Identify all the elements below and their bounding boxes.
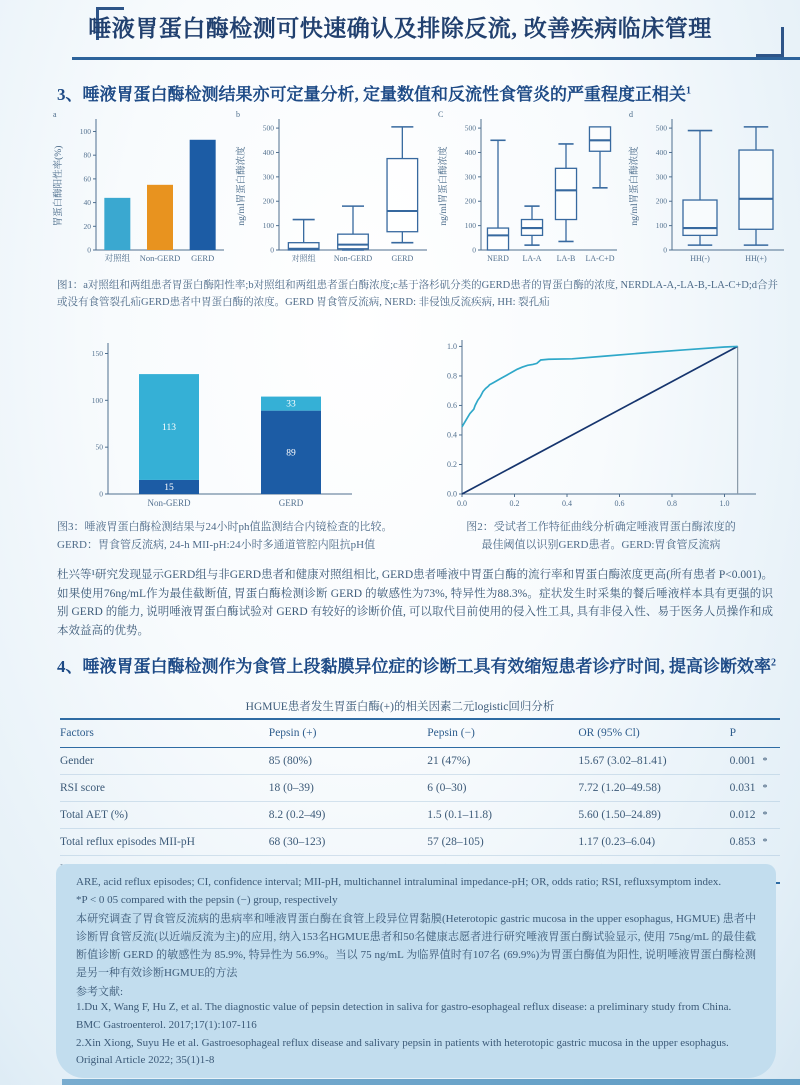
table-cell: 6 (0–30) — [427, 775, 578, 802]
svg-text:1.0: 1.0 — [447, 341, 457, 351]
svg-text:0.6: 0.6 — [447, 400, 457, 410]
svg-text:100: 100 — [655, 221, 667, 231]
svg-text:33: 33 — [286, 399, 296, 410]
svg-text:LA-A: LA-A — [522, 254, 542, 263]
study-paragraph: 杜兴等¹研究发现显示GERD组与非GERD患者和健康对照组相比, GERD患者唾液中胃蛋白酶的流行率和胃蛋白酶浓度更高(所有患者 P<0.001)。如果使用76ng/mL作为最佳截断值, 胃蛋白酶检测诊断 GERD 的敏感性为73%, 特异性为88.3%。症状发生时采集的餐后唾液样本具有更强的识别 GERD 的能力, 说明唾液胃蛋白酶试验对 GERD 有较好的诊断价值, 可以取代目前使用的侵入性工具, 具有非侵入性、易于医务人员操作和成本效益高的优势。 — [57, 569, 773, 637]
svg-text:Non-GERD: Non-GERD — [333, 254, 372, 263]
table-header-cell: OR (95% Cl) — [578, 719, 729, 748]
table-cell: Total reflux episodes MII-pH — [60, 829, 269, 856]
table-cell: 5.60 (1.50–24.89) — [578, 802, 729, 829]
section-4-ref-sup: 2 — [771, 657, 776, 669]
figure3-caption-line2: GERD：胃食管反流病, 24-h MII-pH:24小时多通道管腔内阻抗pH值 — [57, 538, 376, 551]
table-cell: Gender — [60, 748, 269, 775]
table-cell-p: 0.853 * — [730, 829, 780, 856]
significance-asterisk: * — [762, 810, 768, 821]
figure1-caption: 图1：a对照组和两组患者胃蛋白酶阳性率;b对照组和两组患者蛋白酶浓度;c基于洛杉矶分类的GERD患者的胃蛋白酶的浓度, NERDLA-A,-LA-B,-LA-C+D;d合并或没有食管裂孔疝GERD患者中胃蛋白酶的浓度。GERD 胃食管反流病, NERD: 非侵蚀反流疾病, HH: 裂孔疝 — [57, 280, 779, 308]
svg-text:100: 100 — [79, 126, 91, 136]
svg-text:20: 20 — [83, 221, 91, 231]
significance-asterisk: * — [762, 783, 768, 794]
svg-text:C: C — [438, 110, 444, 119]
footer-accent-bar — [62, 1079, 800, 1085]
svg-text:LA-B: LA-B — [556, 254, 576, 263]
table-cell-p: 0.001 * — [730, 748, 780, 775]
svg-text:0.4: 0.4 — [562, 499, 572, 508]
section-3-text: 3、唾液胃蛋白酶检测结果亦可定量分析, 定量数值和反流性食管炎的严重程度正相关 — [57, 85, 686, 104]
svg-text:b: b — [235, 110, 240, 119]
svg-text:对照组: 对照组 — [104, 253, 131, 263]
svg-text:a: a — [53, 110, 57, 119]
figure1d-box-plot — [626, 106, 794, 274]
svg-text:0: 0 — [87, 245, 91, 255]
figure2-roc-chart — [420, 330, 772, 523]
table-header-cell: P — [730, 719, 780, 748]
table-row — [60, 802, 780, 829]
table-footnote-abbreviations: ARE, acid reflux episodes; CI, confidence interval; MII-pH, multichannel intraluminal impedance-pH; OR, odds ratio; RSI, refluxsymptom index. — [76, 876, 722, 888]
figure2-caption-line1: 图2：受试者工作特征曲线分析确定唾液胃蛋白酶浓度的 — [466, 521, 736, 533]
table-cell: RSI score — [60, 775, 269, 802]
corner-bracket-bottom-right-icon — [756, 27, 784, 57]
svg-text:113: 113 — [162, 423, 176, 434]
svg-text:300: 300 — [465, 172, 477, 182]
table-body — [60, 748, 780, 884]
figure3-caption — [57, 519, 419, 554]
table-cell: 85 (80%) — [269, 748, 427, 775]
section-3-ref-sup: 1 — [686, 85, 691, 97]
svg-text:胃蛋白酶阳性率(%): 胃蛋白酶阳性率(%) — [54, 145, 64, 227]
svg-text:0: 0 — [269, 245, 274, 255]
svg-text:0: 0 — [663, 245, 667, 255]
table-cell: 18 (0–39) — [269, 775, 427, 802]
table-cell: 21 (47%) — [427, 748, 578, 775]
svg-text:60: 60 — [83, 174, 91, 184]
svg-text:0: 0 — [472, 245, 477, 255]
table-footnote-pvalue: *P < 0 05 compared with the pepsin (−) group, respectively — [76, 893, 338, 906]
table-cell: Total AET (%) — [60, 802, 269, 829]
figure1b-box-plot — [233, 106, 433, 274]
svg-text:GERD: GERD — [278, 498, 304, 508]
svg-text:对照组: 对照组 — [291, 254, 316, 263]
table-cell: 8.2 (0.2–49) — [269, 802, 427, 829]
svg-text:0.6: 0.6 — [614, 499, 625, 508]
table-cell: 7.72 (1.20–49.58) — [578, 775, 729, 802]
svg-text:GERD: GERD — [191, 253, 215, 263]
table-cell-p: 0.031 * — [730, 775, 780, 802]
svg-text:HH(+): HH(+) — [745, 254, 767, 263]
svg-text:300: 300 — [262, 172, 274, 182]
svg-text:40: 40 — [83, 198, 91, 208]
table-cell: 68 (30–123) — [269, 829, 427, 856]
references-label: 参考文献: — [76, 986, 124, 999]
summary-panel — [56, 864, 776, 1078]
svg-text:ng/ml胃蛋白酶浓度: ng/ml胃蛋白酶浓度 — [236, 146, 247, 226]
svg-text:ng/ml胃蛋白酶浓度: ng/ml胃蛋白酶浓度 — [629, 146, 640, 226]
svg-text:0.0: 0.0 — [457, 499, 467, 508]
svg-text:50: 50 — [95, 442, 103, 452]
section-4-text: 4、唾液胃蛋白酶检测作为食管上段黏膜异位症的诊断工具有效缩短患者诊疗时间, 提高诊断效率 — [57, 657, 771, 676]
svg-text:500: 500 — [655, 123, 667, 133]
title-divider — [72, 57, 800, 60]
svg-text:100: 100 — [465, 221, 477, 231]
svg-text:d: d — [628, 110, 633, 119]
figure1c-box-plot — [435, 106, 623, 274]
table-header-row — [60, 719, 780, 748]
page-title: 唾液胃蛋白酶检测可快速确认及排除反流, 改善疾病临床管理 — [88, 16, 712, 41]
svg-text:500: 500 — [465, 123, 477, 133]
section-3-heading — [57, 80, 787, 105]
logistic-regression-table — [60, 718, 780, 884]
svg-text:500: 500 — [262, 123, 274, 133]
svg-text:400: 400 — [262, 147, 274, 157]
svg-text:0.8: 0.8 — [447, 371, 457, 381]
svg-text:NERD: NERD — [487, 254, 510, 263]
table-cell: 1.5 (0.1–11.8) — [427, 802, 578, 829]
table-header-cell: Factors — [60, 719, 269, 748]
figure1a-bar-chart — [50, 106, 230, 274]
svg-text:Non-GERD: Non-GERD — [139, 253, 181, 263]
table-header-cell: Pepsin (+) — [269, 719, 427, 748]
table-cell-p: 0.012 * — [730, 802, 780, 829]
svg-text:0.8: 0.8 — [667, 499, 677, 508]
table-cell: 15.67 (3.02–81.41) — [578, 748, 729, 775]
table-row — [60, 775, 780, 802]
reference-2: 2.Xin Xiong, Suyu He et al. Gastroesophageal reflux disease and salivary pepsin in patients with heterotopic gastric mucosa in the upper esophagus. Original Article 2022; 35(1)1-8 — [76, 1036, 729, 1067]
svg-text:GERD: GERD — [391, 254, 413, 263]
svg-text:300: 300 — [655, 172, 667, 182]
table-row — [60, 748, 780, 775]
svg-text:1.0: 1.0 — [719, 499, 730, 508]
svg-text:Non-GERD: Non-GERD — [147, 498, 191, 508]
svg-text:0.2: 0.2 — [509, 499, 520, 508]
table-header-cell: Pepsin (−) — [427, 719, 578, 748]
svg-text:89: 89 — [286, 448, 296, 459]
significance-asterisk: * — [762, 837, 768, 848]
svg-text:0.4: 0.4 — [447, 430, 457, 440]
svg-text:0.2: 0.2 — [447, 459, 457, 469]
svg-text:400: 400 — [465, 147, 477, 157]
svg-text:0: 0 — [99, 489, 103, 499]
svg-text:80: 80 — [83, 150, 91, 160]
figure1-chart-row — [50, 106, 794, 274]
svg-text:0.0: 0.0 — [447, 489, 457, 499]
figure2-caption — [436, 519, 766, 554]
reference-1: 1.Du X, Wang F, Hu Z, et al. The diagnostic value of pepsin detection in saliva for gastro-esophageal reflux disease: a preliminary study from China. BMC Gastroenterol. 2017;17(1):107-116 — [76, 1001, 732, 1032]
figure3-stacked-bar-chart — [60, 334, 382, 521]
svg-text:ng/ml胃蛋白酶浓度: ng/ml胃蛋白酶浓度 — [439, 146, 450, 226]
svg-text:HH(-): HH(-) — [690, 254, 710, 263]
svg-text:LA-C+D: LA-C+D — [585, 254, 615, 263]
svg-text:100: 100 — [262, 221, 274, 231]
svg-text:200: 200 — [465, 196, 477, 206]
svg-text:100: 100 — [91, 395, 103, 405]
table-cell: 57 (28–105) — [427, 829, 578, 856]
figure2-caption-line2: 最佳阈值以识别GERD患者。GERD:胃食管反流病 — [481, 538, 721, 551]
svg-text:15: 15 — [164, 482, 174, 493]
svg-text:400: 400 — [655, 147, 667, 157]
table-cell: 1.17 (0.23–6.04) — [578, 829, 729, 856]
table-title: HGMUE患者发生胃蛋白酶(+)的相关因素二元logistic回归分析 — [245, 701, 555, 713]
figure3-caption-line1: 图3：唾液胃蛋白酶检测结果与24小时ph值监测结合内镜检查的比较。 — [57, 521, 393, 533]
hgmue-paragraph: 本研究调查了胃食管反流病的患病率和唾液胃蛋白酶在食管上段异位胃黏膜(Heterotopic gastric mucosa in the upper esophagus, HGMUE) 患者中诊断胃食管反流(以近端反流为主)的应用, 纳入153名HGMUE患者和50名健康志愿者进行研究唾液胃蛋白酶试验显示, 使用 75ng/mL 的最佳截断值诊断 GERD 的敏感性为 85.9%, 特异性为 56.9%。当以 75 ng/mL 为临界值时有107名 (69.9%)为胃蛋白酶值为阳性, 说明唾液胃蛋白酶检测是另一种有效诊断HGMUE的方法 — [76, 913, 756, 979]
svg-text:200: 200 — [655, 196, 667, 206]
section-4-heading — [57, 652, 787, 677]
svg-text:200: 200 — [262, 196, 274, 206]
significance-asterisk: * — [762, 756, 768, 767]
svg-text:150: 150 — [91, 348, 103, 358]
table-row — [60, 829, 780, 856]
logistic-regression-table-wrap — [60, 718, 780, 884]
